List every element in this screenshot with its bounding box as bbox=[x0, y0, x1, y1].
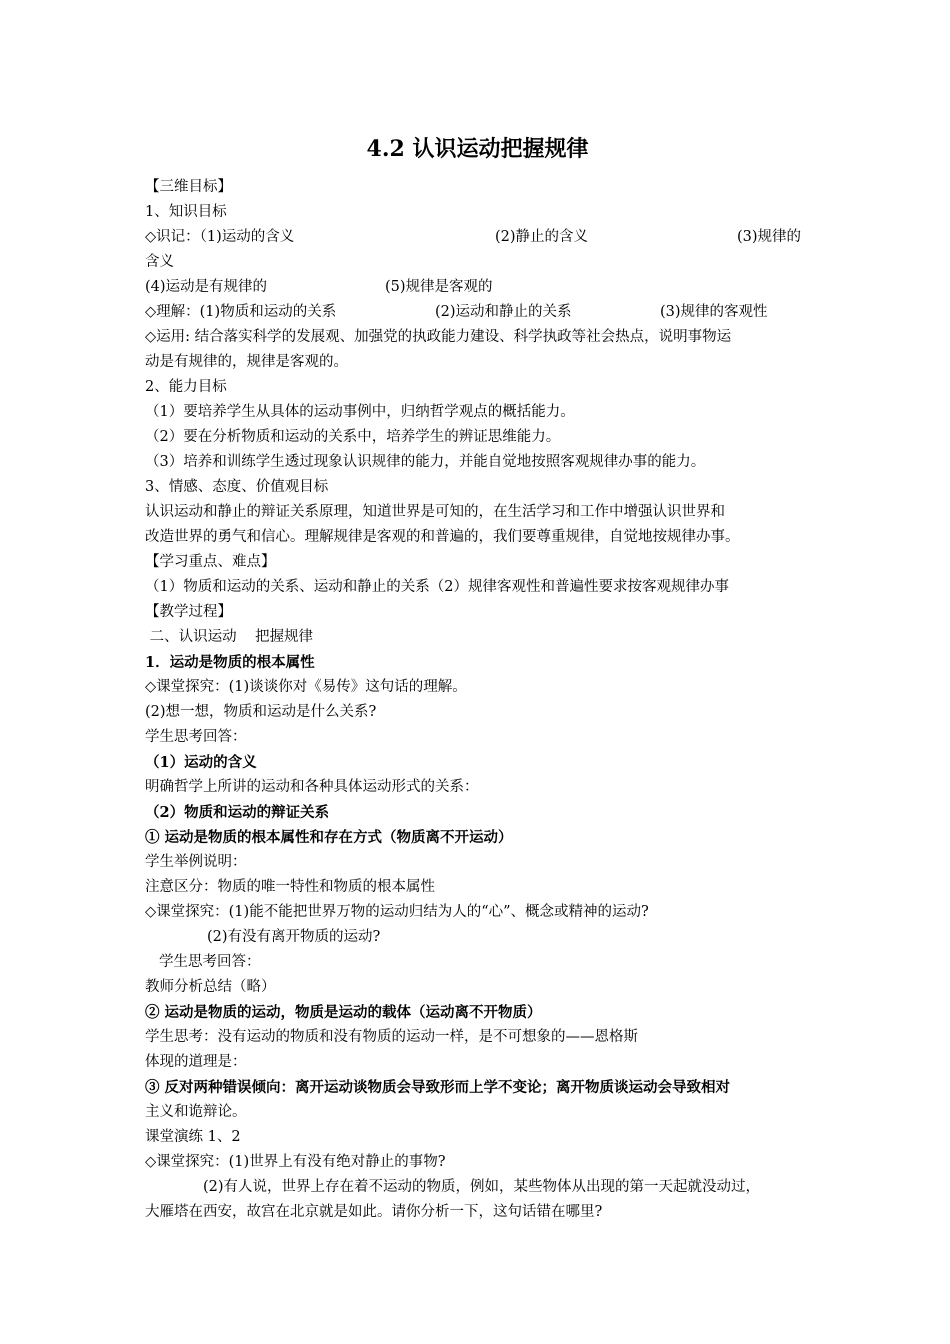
relation-item-2: ② 运动是物质的运动，物质是运动的载体（运动离不开物质） bbox=[145, 1004, 542, 1021]
subheading-emotion: 3、情感、态度、价值观目标 bbox=[145, 479, 329, 495]
subheading-ability: 2、能力目标 bbox=[145, 379, 227, 395]
sub-point-relation: （2）物质和运动的辩证关系 bbox=[145, 804, 330, 821]
student-answer-1: 学生思考回答： bbox=[145, 729, 247, 745]
document-title: 4.2 认识运动把握规律 bbox=[366, 136, 589, 162]
apply-line-cont: 动是有规律的，规律是客观的。 bbox=[145, 354, 348, 370]
emotion-text-2: 改造世界的勇气和信心。理解规律是客观的和普遍的，我们要尊重规律，自觉地按规律办事。 bbox=[145, 529, 740, 545]
student-answer-2: 学生思考回答： bbox=[159, 954, 261, 970]
subheading-knowledge: 1、知识目标 bbox=[145, 204, 227, 220]
understand-item-3: (3)规律的客观性 bbox=[660, 304, 768, 320]
note-distinguish: 注意区分：物质的唯一特性和物质的根本属性 bbox=[145, 879, 435, 895]
key-points-text: （1）物质和运动的关系、运动和静止的关系（2）规律客观性和普遍性要求按客观规律办事 bbox=[145, 579, 729, 595]
apply-line: ◇运用: 结合落实科学的发展观、加强党的执政能力建设、科学执政等社会热点，说明事物运 bbox=[145, 329, 732, 345]
sub-point-meaning: （1）运动的含义 bbox=[145, 754, 257, 771]
memorize-item-1: ◇识记：（1)运动的含义 bbox=[145, 229, 295, 245]
ability-item-2: （2）要在分析物质和运动的关系中，培养学生的辨证思维能力。 bbox=[145, 429, 561, 445]
exercise-text: 课堂演练 1、2 bbox=[145, 1129, 241, 1145]
inquiry-1-q2: (2)想一想，物质和运动是什么关系? bbox=[145, 704, 377, 720]
student-example: 学生举例说明： bbox=[145, 854, 247, 870]
inquiry-3-q2-cont: 大雁塔在西安，故宫在北京就是如此。请你分析一下，这句话错在哪里? bbox=[145, 1204, 603, 1220]
ability-item-3: （3）培养和训练学生透过现象认识规律的能力，并能自觉地按照客观规律办事的能力。 bbox=[145, 454, 706, 470]
relation-item-3: ③ 反对两种错误倾向：离开运动谈物质会导致形而上学不变论；离开物质谈运动会导致相对 bbox=[145, 1079, 731, 1096]
principle-text: 体现的道理是： bbox=[145, 1054, 247, 1070]
relation-item-3-cont: 主义和诡辩论。 bbox=[145, 1104, 247, 1120]
section-heading-objectives: 【三维目标】 bbox=[145, 179, 232, 195]
understand-item-1: ◇理解：(1)物质和运动的关系 bbox=[145, 304, 337, 320]
teacher-summary: 教师分析总结（略） bbox=[145, 979, 276, 995]
emotion-text-1: 认识运动和静止的辩证关系原理，知道世界是可知的，在生活学习和工作中增强认识世界和 bbox=[145, 504, 725, 520]
memorize-item-2: (2)静止的含义 bbox=[495, 229, 589, 245]
inquiry-1: ◇课堂探究：(1)谈谈你对《易传》这句话的理解。 bbox=[145, 679, 467, 695]
memorize-item-4: (4)运动是有规律的 bbox=[145, 279, 268, 295]
inquiry-3: ◇课堂探究：(1)世界上有没有绝对静止的事物? bbox=[145, 1154, 446, 1170]
section-heading-key-points: 【学习重点、难点】 bbox=[145, 554, 276, 570]
relation-item-1: ① 运动是物质的根本属性和存在方式（物质离不开运动） bbox=[145, 829, 513, 846]
inquiry-2-q2: (2)有没有离开物质的运动? bbox=[207, 929, 381, 945]
understand-item-2: (2)运动和静止的关系 bbox=[435, 304, 572, 320]
memorize-item-3: (3)规律的 bbox=[737, 229, 802, 245]
student-think: 学生思考：没有运动的物质和没有物质的运动一样，是不可想象的——恩格斯 bbox=[145, 1029, 638, 1045]
point-1-heading: 1．运动是物质的根本属性 bbox=[145, 654, 315, 671]
memorize-line-cont: 含义 bbox=[145, 254, 174, 270]
ability-item-1: （1）要培养学生从具体的运动事例中，归纳哲学观点的概括能力。 bbox=[145, 404, 575, 420]
inquiry-3-q2: (2)有人说，世界上存在着不运动的物质，例如，某些物体从出现的第一天起就没动过， bbox=[203, 1179, 761, 1195]
process-subtitle: 二、认识运动 把握规律 bbox=[145, 629, 314, 645]
inquiry-2: ◇课堂探究：(1)能不能把世界万物的运动归结为人的“心”、概念或精神的运动? bbox=[145, 904, 649, 920]
clarify-text: 明确哲学上所讲的运动和各种具体运动形式的关系： bbox=[145, 779, 479, 795]
section-heading-process: 【教学过程】 bbox=[145, 604, 232, 620]
memorize-item-5: (5)规律是客观的 bbox=[385, 279, 493, 295]
